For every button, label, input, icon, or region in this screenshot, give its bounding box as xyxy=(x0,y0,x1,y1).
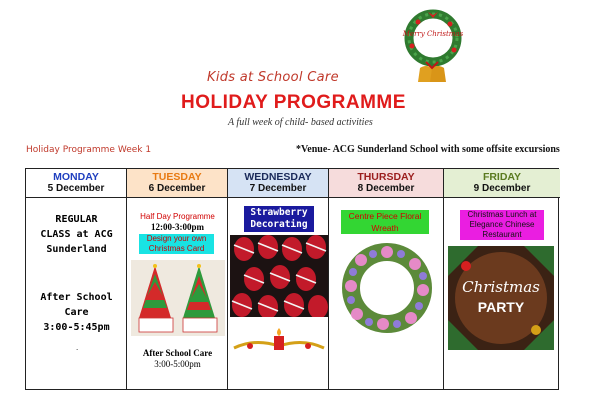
column-thursday xyxy=(329,169,444,389)
header-tuesday xyxy=(127,169,227,198)
text-line: Christmas Lunch at xyxy=(467,210,537,219)
week-label: Holiday Programme Week 1 xyxy=(26,145,152,155)
after-school-label: After School Care xyxy=(142,348,213,358)
text-line: Strawberry xyxy=(250,207,308,218)
column-monday xyxy=(26,169,127,389)
merry-christmas-wreath-logo xyxy=(398,8,468,68)
day-name: THURSDAY xyxy=(357,171,415,183)
candle-garland-image xyxy=(230,326,328,356)
activity-label xyxy=(341,210,429,234)
day-name: MONDAY xyxy=(53,171,99,183)
svg-text:Merry Christmas: Merry Christmas xyxy=(402,30,464,38)
schedule-table xyxy=(25,168,559,390)
activity-label xyxy=(460,210,544,240)
floral-wreath-image xyxy=(337,238,437,338)
header-thursday xyxy=(329,169,443,198)
dot: . xyxy=(76,343,79,352)
text-line: Decorating xyxy=(250,219,308,230)
monday-after-school-text xyxy=(26,290,127,335)
text-line: Elegance Chinese xyxy=(469,220,535,229)
text-line: Restaurant xyxy=(482,230,522,239)
christmas-party-image xyxy=(448,246,554,350)
venue-note: *Venue- ACG Sunderland School with some offsite excursions xyxy=(296,144,560,155)
text-line: 3:00-5:45pm xyxy=(43,322,110,333)
text-line: Christmas Card xyxy=(148,244,205,253)
strawberries-image xyxy=(230,235,328,317)
day-date: 5 December xyxy=(47,183,105,194)
page-title: HOLIDAY PROGRAMME xyxy=(181,92,406,113)
header-monday xyxy=(26,169,126,198)
day-name: TUESDAY xyxy=(152,171,202,183)
monday-class-text xyxy=(26,212,127,257)
text-line: Sunderland xyxy=(46,244,107,255)
bells-icon xyxy=(412,60,452,90)
header-wednesday xyxy=(228,169,328,198)
text-line: CLASS at ACG xyxy=(40,229,113,240)
svg-text:Christmas: Christmas xyxy=(462,278,540,296)
after-school-time: 3:00-5:00pm xyxy=(154,359,201,369)
org-name: Kids at School Care xyxy=(207,70,339,85)
program-time: 12:00-3:00pm xyxy=(151,222,204,232)
text-line: After School xyxy=(40,292,113,303)
day-name: FRIDAY xyxy=(482,171,522,183)
text-line: REGULAR xyxy=(55,214,98,225)
tagline: A full week of child- based activities xyxy=(228,117,373,128)
text-line: Centre Piece Floral xyxy=(348,211,422,221)
header-friday xyxy=(444,169,560,198)
column-friday xyxy=(444,169,560,389)
christmas-card-image xyxy=(131,260,225,336)
day-date: 8 December xyxy=(357,183,415,194)
day-name: WEDNESDAY xyxy=(244,171,312,183)
day-date: 6 December xyxy=(148,183,206,194)
column-wednesday xyxy=(228,169,329,389)
text-line: Design your own xyxy=(146,234,207,243)
activity-label xyxy=(244,206,314,232)
day-date: 7 December xyxy=(249,183,307,194)
activity-label xyxy=(139,234,214,254)
column-tuesday xyxy=(127,169,228,389)
svg-text:PARTY: PARTY xyxy=(477,299,525,315)
text-line: Care xyxy=(64,307,89,318)
text-line: Wreath xyxy=(371,223,399,233)
half-day-label: Half Day Programme xyxy=(140,212,215,221)
day-date: 9 December xyxy=(473,183,531,194)
